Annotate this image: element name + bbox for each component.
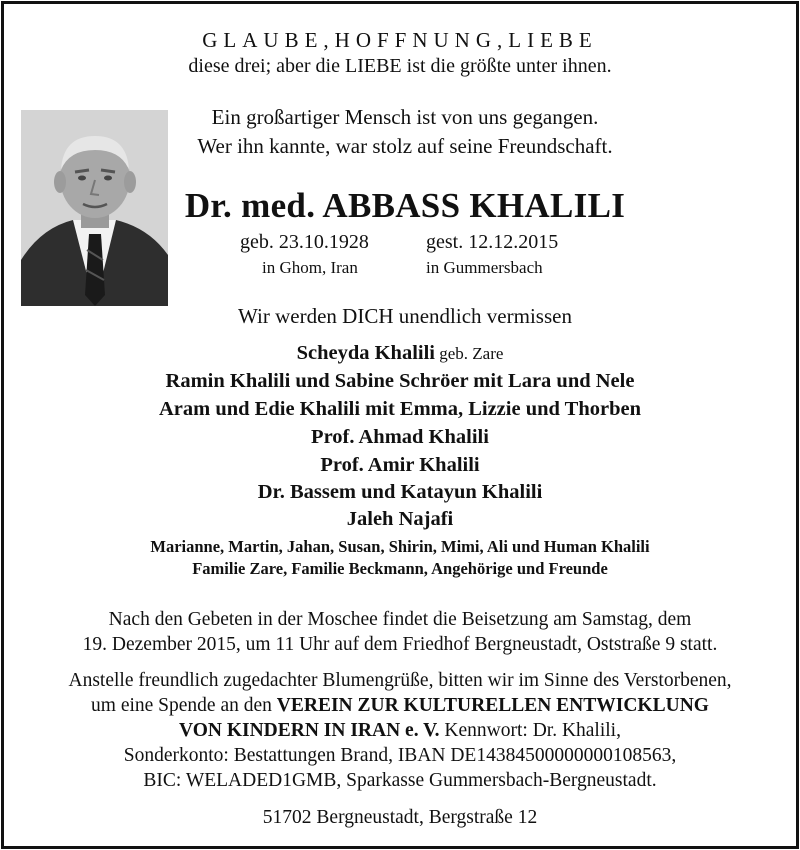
family-line: Ramin Khalili und Sabine Schröer mit Lara und Nele <box>165 370 635 392</box>
family-line: Aram und Edie Khalili mit Emma, Lizzie und Thorben <box>158 398 641 420</box>
funeral-line-2: 19. Dezember 2015, um 11 Uhr auf dem Friedhof Bergneustadt, Oststraße 9 statt. <box>82 634 718 655</box>
donation-account: Sonderkonto: Bestattungen Brand, IBAN DE14384500000000108563, <box>123 745 677 766</box>
donation-line-3 <box>0 720 800 742</box>
spouse-maiden-name: geb. Zare <box>434 344 504 363</box>
family-line: Prof. Amir Khalili <box>320 454 480 476</box>
family-extended-line: Familie Zare, Familie Beckmann, Angehörige und Freunde <box>192 559 608 578</box>
family-line: Dr. Bassem und Katayun Khalili <box>257 481 543 503</box>
death-date: gest. 12.12.2015 <box>426 231 559 253</box>
death-place: in Gummersbach <box>426 258 543 277</box>
charity-name: VEREIN ZUR KULTURELLEN ENTWICKLUNG <box>276 695 709 716</box>
tribute-line-2: Wer ihn kannte, war stolz auf seine Freundschaft. <box>197 134 613 158</box>
farewell-line: Wir werden DICH unendlich vermissen <box>238 304 572 328</box>
birth-date: geb. 23.10.1928 <box>240 231 369 253</box>
birth-place: in Ghom, Iran <box>262 258 358 277</box>
donation-line-2 <box>0 695 800 717</box>
bible-verse: diese drei; aber die LIEBE ist die größte unter ihnen. <box>188 55 612 77</box>
spouse-name: Scheyda Khalili <box>296 342 435 364</box>
family-line: Jaleh Najafi <box>346 508 454 530</box>
tribute-line-1: Ein großartiger Mensch ist von uns gegangen. <box>211 105 599 129</box>
charity-name-cont: VON KINDERN IN IRAN e. V. <box>179 720 440 741</box>
family-line: Prof. Ahmad Khalili <box>311 426 489 448</box>
donation-line-1: Anstelle freundlich zugedachter Blumengrüße, bitten wir im Sinne des Verstorbenen, <box>68 670 732 691</box>
address: 51702 Bergneustadt, Bergstraße 12 <box>262 807 538 828</box>
motto: GLAUBE,HOFFNUNG,LIEBE <box>202 28 598 52</box>
donation-bank: BIC: WELADED1GMB, Sparkasse Gummersbach-Bergneustadt. <box>143 770 657 791</box>
portrait-photo <box>21 110 168 306</box>
family-extended-line: Marianne, Martin, Jahan, Susan, Shirin, Mimi, Ali und Human Khalili <box>150 537 650 556</box>
donation-keyword: Kennwort: Dr. Khalili, <box>439 720 621 741</box>
funeral-line-1: Nach den Gebeten in der Moschee findet die Beisetzung am Samstag, dem <box>108 609 692 630</box>
donation-text: um eine Spende an den <box>91 695 277 716</box>
deceased-name: Dr. med. ABBASS KHALILI <box>184 186 626 225</box>
family-spouse <box>0 342 800 365</box>
